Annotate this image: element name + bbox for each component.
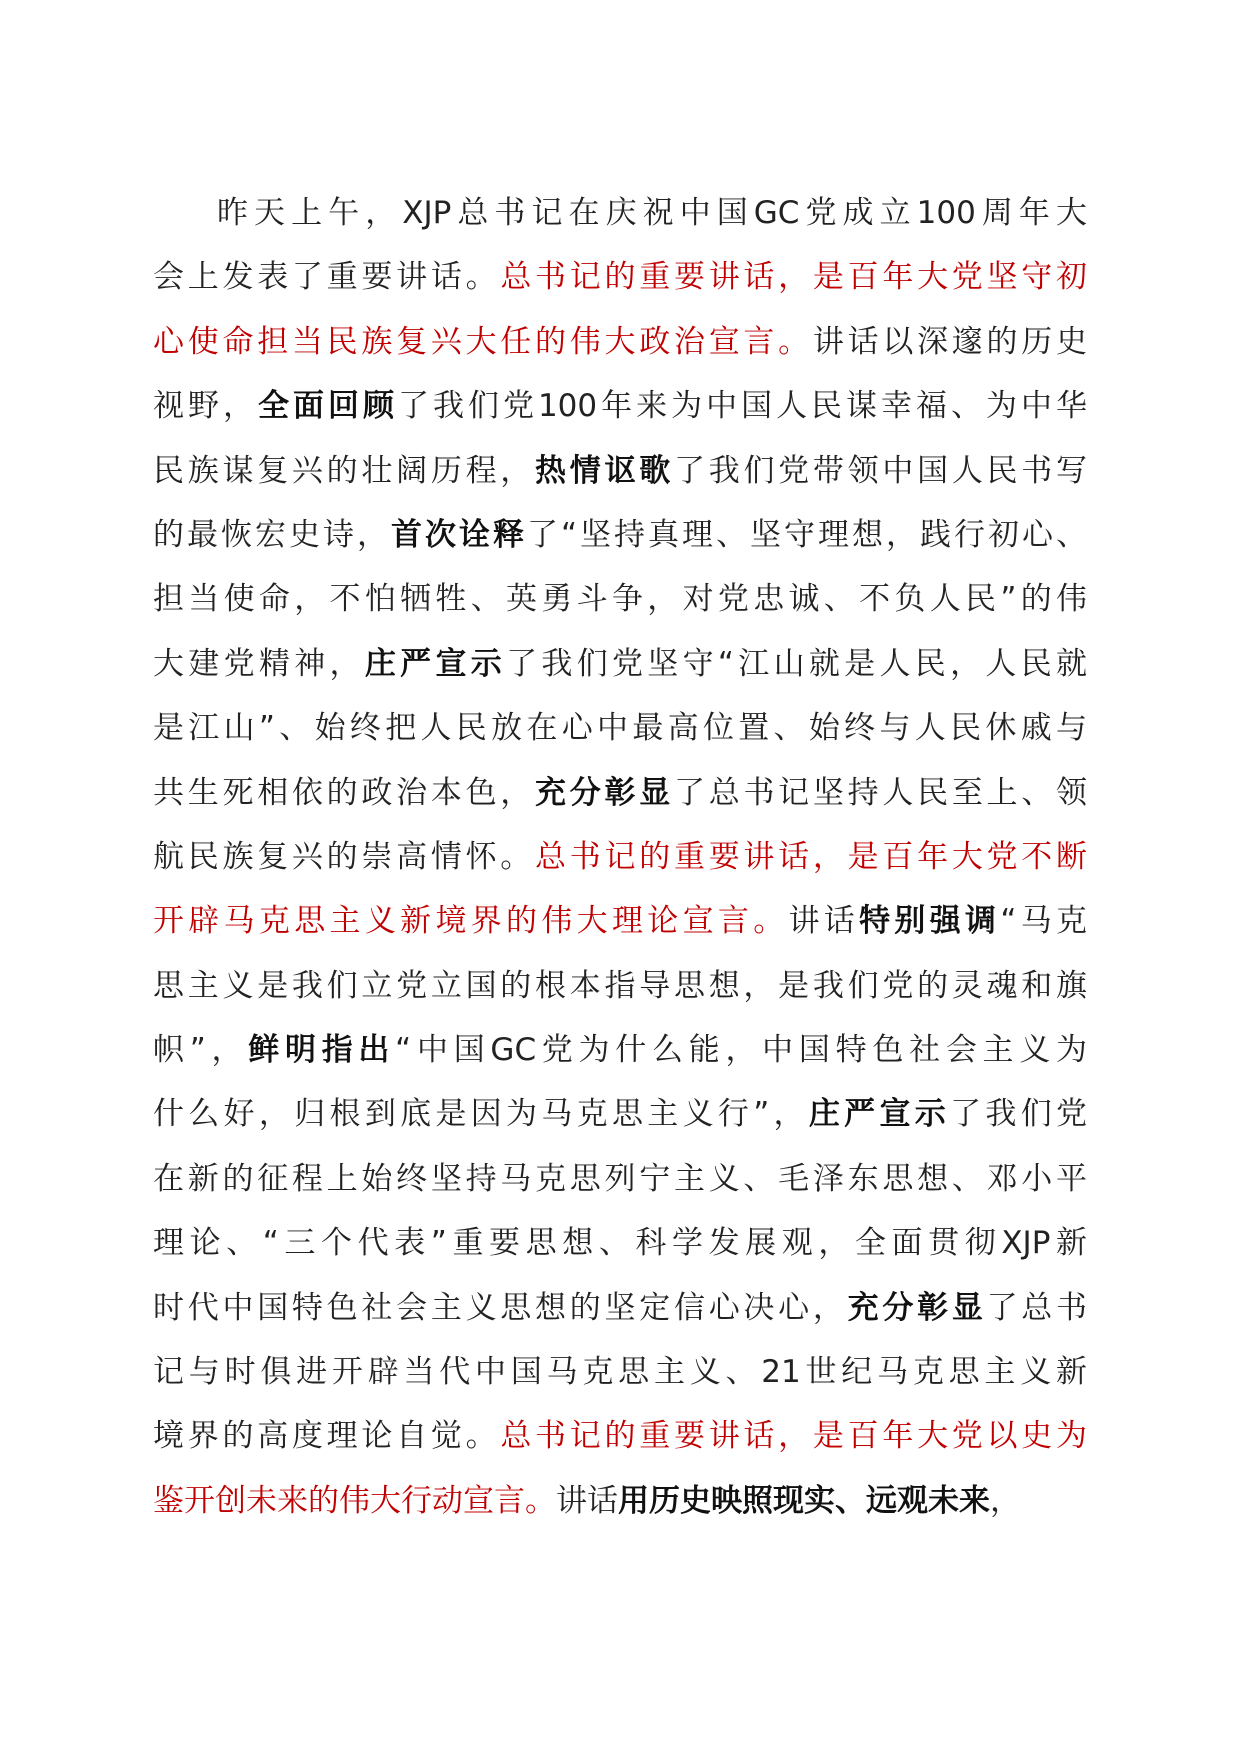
paragraph-line — [153, 181, 1087, 245]
body-text: 了总书 — [986, 1289, 1088, 1326]
paragraph-line — [153, 1018, 1087, 1082]
paragraph-line — [153, 889, 1087, 953]
paragraph-line — [153, 1404, 1087, 1468]
bold-keyword-text: 充分彰显 — [847, 1289, 987, 1326]
paragraph-line — [153, 696, 1087, 760]
body-text: 是江山”、始终把人民放在心中最高位置、始终与人民休戚与 — [153, 710, 1087, 747]
body-text: 了我们党 — [950, 1096, 1088, 1133]
highlighted-thesis-text: 总书记的重要讲话，是百年大党以史为 — [500, 1418, 1088, 1455]
body-text: 了我们党坚守“江山就是人民，人民就 — [506, 645, 1088, 682]
body-text: 了“坚持真理、坚守理想，践行初心、 — [526, 516, 1088, 553]
body-text: 记与时俱进开辟当代中国马克思主义、21世纪马克思主义新 — [153, 1354, 1087, 1391]
paragraph-line — [153, 567, 1087, 631]
bold-keyword-text: 充分彰显 — [535, 774, 674, 811]
bold-keyword-text: 全面回顾 — [257, 388, 398, 425]
body-text: 理论、“三个代表”重要思想、科学发展观，全面贯彻XJP新 — [153, 1225, 1087, 1262]
paragraph-line — [153, 1469, 1087, 1533]
paragraph-line — [153, 1147, 1087, 1211]
paragraph-line — [153, 439, 1087, 503]
body-text: 讲话以深邃的历史 — [812, 323, 1088, 360]
paragraph-line — [153, 374, 1087, 438]
body-text: 共生死相依的政治本色， — [153, 774, 536, 811]
paragraph-line — [153, 1276, 1087, 1340]
paragraph-line — [153, 1211, 1087, 1275]
body-text: “中国GC党为什么能，中国特色社会主义为 — [395, 1032, 1088, 1069]
body-text: 会上发表了重要讲话。 — [153, 259, 501, 296]
paragraph-line — [153, 1082, 1087, 1146]
body-text: “马克 — [1000, 903, 1088, 940]
body-text: 境界的高度理论自觉。 — [153, 1418, 501, 1455]
body-paragraph — [153, 181, 1087, 1533]
bold-keyword-text: 鲜明指出 — [248, 1032, 396, 1069]
paragraph-line — [153, 310, 1087, 374]
bold-keyword-text: 首次诠释 — [390, 516, 527, 553]
body-text: 昨天上午，XJP总书记在庆祝中国GC党成立100周年大 — [217, 195, 1087, 231]
body-text: 了我们党带领中国人民书写 — [673, 452, 1088, 489]
paragraph-line — [153, 825, 1087, 889]
paragraph-line — [153, 761, 1087, 825]
body-text: 了总书记坚持人民至上、领 — [673, 774, 1088, 811]
bold-keyword-text: 特别强调 — [859, 903, 1001, 940]
body-text: 什么好，归根到底是因为马克思主义行”， — [153, 1096, 809, 1133]
bold-keyword-text: 热情讴歌 — [535, 452, 674, 489]
body-text: 航民族复兴的崇高情怀。 — [153, 838, 536, 875]
paragraph-line — [153, 954, 1087, 1018]
highlighted-thesis-text: 心使命担当民族复兴大任的伟大政治宣言。 — [153, 323, 813, 360]
highlighted-thesis-text: 开辟马克思主义新境界的伟大理论宣言。 — [153, 903, 789, 940]
body-text: 视野， — [153, 388, 258, 425]
body-text: 帜”， — [153, 1032, 249, 1069]
body-text: 时代中国特色社会主义思想的坚定信心决心， — [153, 1289, 848, 1326]
bold-keyword-text: 用历史映照现实、远观未来 — [618, 1482, 990, 1519]
body-text: ， — [990, 1482, 1021, 1519]
body-text: 担当使命，不怕牺牲、英勇斗争，对党忠诚、不负人民”的伟 — [153, 581, 1087, 618]
body-text: 民族谋复兴的壮阔历程， — [153, 452, 536, 489]
paragraph-line — [153, 632, 1087, 696]
highlighted-thesis-text: 鉴开创未来的伟大行动宣言。 — [153, 1482, 556, 1519]
body-text: 讲话 — [788, 903, 860, 940]
body-text: 的最恢宏史诗， — [153, 516, 391, 553]
bold-keyword-text: 庄严宣示 — [364, 645, 507, 682]
body-text: 大建党精神， — [153, 645, 365, 682]
body-text: 思主义是我们立党立国的根本指导思想，是我们党的灵魂和旗 — [153, 967, 1087, 1004]
highlighted-thesis-text: 总书记的重要讲话，是百年大党不断 — [535, 838, 1088, 875]
body-text: 讲话 — [556, 1482, 618, 1519]
highlighted-thesis-text: 总书记的重要讲话，是百年大党坚守初 — [500, 259, 1088, 296]
body-text: 在新的征程上始终坚持马克思列宁主义、毛泽东思想、邓小平 — [153, 1160, 1087, 1197]
bold-keyword-text: 庄严宣示 — [808, 1096, 951, 1133]
paragraph-line — [153, 245, 1087, 309]
paragraph-line — [153, 503, 1087, 567]
paragraph-line — [153, 1340, 1087, 1404]
body-text: 了我们党100年来为中国人民谋幸福、为中华 — [397, 388, 1088, 425]
